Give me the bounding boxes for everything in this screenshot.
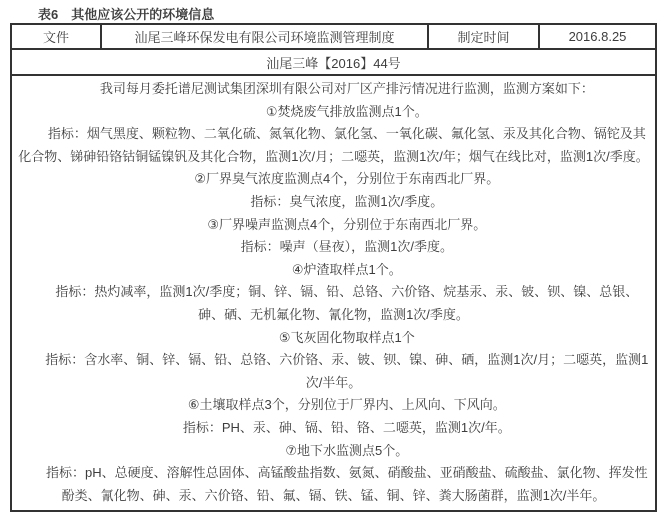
paragraph: 指标：热灼减率，监测1次/季度；铜、锌、镉、铅、总铬、六价铬、烷基汞、汞、铍、钡、镍、总银、砷、硒、无机氟化物、氰化物，监测1次/季度。 — [55, 284, 639, 322]
paragraph: ⑦地下水监测点5个。 — [285, 442, 409, 458]
table-header-row — [11, 24, 656, 49]
paragraph: ②厂界臭气浓度监测点4个，分别位于东南西北厂界。 — [194, 171, 500, 187]
doc-number-cell: 汕尾三峰【2016】44号 — [11, 49, 656, 75]
monitoring-plan-row — [11, 75, 656, 511]
date-label-cell: 制定时间 — [428, 24, 539, 49]
environment-info-table — [10, 23, 657, 512]
paragraph: ①焚烧废气排放监测点1个。 — [265, 103, 428, 119]
paragraph: 指标：臭气浓度，监测1次/季度。 — [250, 193, 444, 209]
monitoring-plan-cell — [11, 75, 656, 511]
date-value-cell: 2016.8.25 — [539, 24, 656, 49]
file-label-cell: 文件 — [11, 24, 101, 49]
paragraph: ⑤飞灰固化物取样点1个 — [278, 329, 415, 345]
paragraph: 指标：含水率、铜、锌、镉、铅、总铬、六价铬、汞、铍、钡、镍、砷、硒，监测1次/月；二噁英，监测1次/半年。 — [45, 352, 649, 390]
paragraph: ⑥土壤取样点3个，分别位于厂界内、上风向、下风向。 — [187, 397, 506, 413]
file-title-cell: 汕尾三峰环保发电有限公司环境监测管理制度 — [101, 24, 428, 49]
table-caption: 表6 其他应该公开的环境信息 — [38, 7, 215, 22]
paragraph: 指标：噪声（昼夜），监测1次/季度。 — [240, 239, 453, 255]
paragraph: 指标：烟气黑度、颗粒物、二氧化硫、氮氧化物、氯化氢、一氧化碳、氟化氢、汞及其化合物、镉铊及其化合物、锑砷铅铬钴铜锰镍钒及其化合物，监测1次/月；二噁英，监测1次/年；烟气在线比对，监测1次/季度。 — [18, 126, 649, 164]
monitoring-plan-text — [16, 78, 651, 508]
paragraph: 指标：PH、汞、砷、镉、铅、铬、二噁英，监测1次/年。 — [182, 419, 511, 435]
paragraph: ③厂界噪声监测点4个，分别位于东南西北厂界。 — [207, 216, 487, 232]
doc-number-row — [11, 49, 656, 75]
paragraph: 指标：pH、总硬度、溶解性总固体、高锰酸盐指数、氨氮、硝酸盐、亚硝酸盐、硫酸盐、氯化物、挥发性酚类、氰化物、砷、汞、六价铬、铅、氟、镉、铁、锰、铜、锌、粪大肠菌群，监测1次/半年。 — [46, 465, 648, 503]
paragraph: 我司每月委托谱尼测试集团深圳有限公司对厂区产排污情况进行监测，监测方案如下： — [99, 81, 594, 96]
paragraph: ④炉渣取样点1个。 — [291, 261, 402, 277]
